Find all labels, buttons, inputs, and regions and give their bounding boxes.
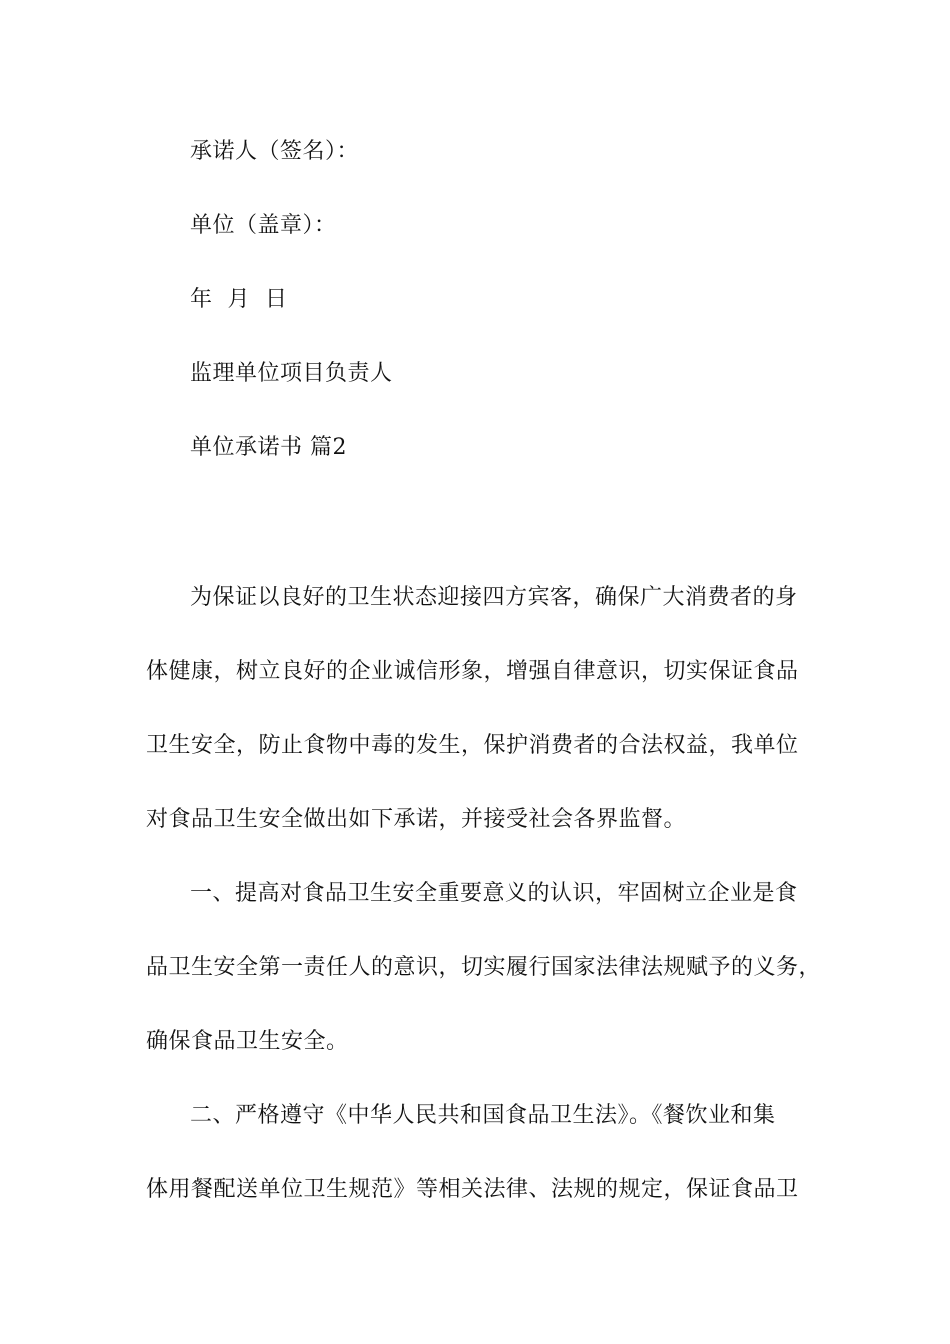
supervisor-label: 监理单位项目负责人 [190, 361, 393, 386]
paragraph-line: 为保证以良好的卫生状态迎接四方宾客，确保广大消费者的身 [190, 585, 798, 610]
paragraph-line: 体健康，树立良好的企业诚信形象，增强自律意识，切实保证食品 [146, 659, 799, 684]
paragraph-line: 二、严格遵守《中华人民共和国食品卫生法》。《餐饮业和集 [190, 1103, 776, 1128]
date-label: 年 月 日 [190, 287, 288, 312]
paragraph-line: 确保食品卫生安全。 [146, 1029, 349, 1054]
paragraph-line: 品卫生安全第一责任人的意识，切实履行国家法律法规赋予的义务， [146, 955, 822, 980]
paragraph-line: 卫生安全，防止食物中毒的发生，保护消费者的合法权益，我单位 [146, 733, 799, 758]
paragraph-line: 体用餐配送单位卫生规范》等相关法律、法规的规定，保证食品卫 [146, 1177, 799, 1202]
unit-seal-label: 单位（盖章）： [190, 213, 337, 238]
paragraph-line: 一、提高对食品卫生安全重要意义的认识，牢固树立企业是食 [190, 881, 798, 906]
promisor-signature-label: 承诺人（签名）： [190, 139, 360, 164]
paragraph-line: 对食品卫生安全做出如下承诺，并接受社会各界监督。 [146, 807, 687, 832]
section-heading: 单位承诺书 篇2 [190, 435, 347, 460]
